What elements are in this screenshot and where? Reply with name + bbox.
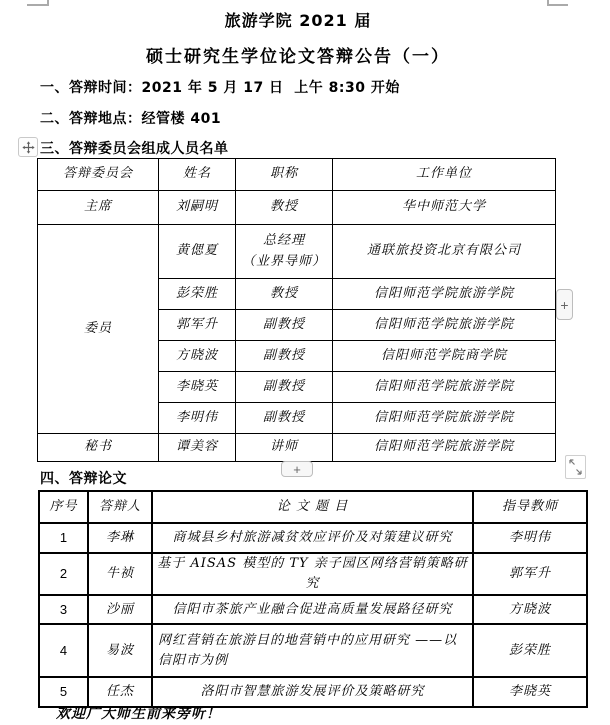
thesis-table	[38, 490, 588, 708]
cell-title-line2: （业界导师）	[241, 253, 326, 269]
cell-role-member: 委员	[38, 225, 159, 434]
header-unit: 工作单位	[333, 159, 556, 191]
cell-no: 2	[39, 553, 88, 595]
cell-unit: 通联旅投资北京有限公司	[333, 225, 556, 279]
move-icon	[22, 141, 35, 154]
section-thesis-heading: 四、答辩论文	[40, 471, 127, 487]
committee-table	[37, 158, 556, 462]
cell-title: 副教授	[236, 372, 333, 403]
table-row	[39, 523, 587, 553]
cell-title: 教授	[236, 279, 333, 310]
section-defense-time: 一、答辩时间：2021 年 5 月 17 日 上午 8:30 开始	[40, 80, 400, 96]
cell-name: 谭美容	[159, 434, 236, 462]
cell-advisor: 李晓英	[473, 677, 587, 707]
doc-subtitle: 硕士研究生学位论文答辩公告（一）	[146, 47, 450, 67]
header-committee: 答辩委员会	[38, 159, 159, 191]
cell-unit: 信阳师范学院旅游学院	[333, 403, 556, 434]
committee-header-row	[38, 159, 556, 191]
plus-icon: +	[293, 461, 301, 477]
cell-name: 郭军升	[159, 310, 236, 341]
header-advisor: 指导教师	[473, 491, 587, 523]
table-row	[39, 553, 587, 595]
cell-thesis-title: 洛阳市智慧旅游发展评价及策略研究	[152, 677, 473, 707]
table-row	[38, 225, 556, 279]
cell-thesis-title: 信阳市茶旅产业融合促进高质量发展路径研究	[152, 595, 473, 624]
margin-mark-right-horizontal	[547, 4, 568, 6]
cell-student: 牛祯	[88, 553, 152, 595]
header-thesis-title: 论 文 题 目	[152, 491, 473, 523]
cell-no: 4	[39, 624, 88, 677]
cell-unit: 信阳师范学院商学院	[333, 341, 556, 372]
cell-name: 方晓波	[159, 341, 236, 372]
insert-row-button[interactable]	[281, 461, 313, 477]
cell-thesis-title: 商城县乡村旅游减贫效应评价及对策建议研究	[152, 523, 473, 553]
cell-title: 副教授	[236, 341, 333, 372]
table-row	[39, 624, 587, 677]
cell-no: 5	[39, 677, 88, 707]
table-row	[39, 595, 587, 624]
cell-student: 李琳	[88, 523, 152, 553]
cell-title	[236, 225, 333, 279]
cell-advisor: 李明伟	[473, 523, 587, 553]
cell-role: 主席	[38, 191, 159, 225]
cell-unit: 信阳师范学院旅游学院	[333, 279, 556, 310]
cell-unit: 华中师范大学	[333, 191, 556, 225]
cell-name: 李晓英	[159, 372, 236, 403]
cell-thesis-title	[152, 624, 473, 677]
section-defense-location: 二、答辩地点：经管楼 401	[40, 111, 222, 127]
cell-advisor: 彭荣胜	[473, 624, 587, 677]
header-student: 答辩人	[88, 491, 152, 523]
cell-unit: 信阳师范学院旅游学院	[333, 310, 556, 341]
cell-name: 刘嗣明	[159, 191, 236, 225]
header-title: 职称	[236, 159, 333, 191]
table-row	[38, 191, 556, 225]
cell-title: 副教授	[236, 310, 333, 341]
thesis-title-line2: 信阳市为例	[158, 652, 229, 668]
margin-mark-left-horizontal	[27, 4, 48, 6]
cell-student: 任杰	[88, 677, 152, 707]
insert-column-button[interactable]	[556, 289, 573, 320]
cell-student: 易波	[88, 624, 152, 677]
closing-note: 欢迎广大师生前来旁听！	[56, 706, 221, 722]
cell-name: 黄偲夏	[159, 225, 236, 279]
cell-unit: 信阳师范学院旅游学院	[333, 372, 556, 403]
cell-title: 副教授	[236, 403, 333, 434]
cell-title: 教授	[236, 191, 333, 225]
cell-advisor: 方晓波	[473, 595, 587, 624]
cell-no: 1	[39, 523, 88, 553]
cell-name: 彭荣胜	[159, 279, 236, 310]
plus-icon: +	[560, 296, 569, 313]
resize-diagonal-icon	[566, 456, 585, 477]
cell-name: 李明伟	[159, 403, 236, 434]
table-resize-handle[interactable]	[565, 455, 586, 479]
cell-role: 秘书	[38, 434, 159, 462]
section-committee-heading: 三、答辩委员会组成人员名单	[40, 141, 229, 157]
doc-title: 旅游学院 2021 届	[224, 11, 372, 30]
cell-unit: 信阳师范学院旅游学院	[333, 434, 556, 462]
thesis-title-line1: 网红营销在旅游目的地营销中的应用研究 ——以	[158, 632, 458, 648]
table-row	[38, 434, 556, 462]
header-no: 序号	[39, 491, 88, 523]
cell-no: 3	[39, 595, 88, 624]
header-name: 姓名	[159, 159, 236, 191]
margin-mark-left-vertical	[47, 0, 49, 6]
table-move-handle[interactable]	[18, 137, 38, 157]
cell-thesis-title: 基于 AISAS 模型的 TY 亲子园区网络营销策略研究	[152, 553, 473, 595]
cell-title-line1: 总经理	[262, 233, 305, 249]
cell-title: 讲师	[236, 434, 333, 462]
cell-student: 沙丽	[88, 595, 152, 624]
cell-advisor: 郭军升	[473, 553, 587, 595]
thesis-header-row	[39, 491, 587, 523]
margin-mark-right-vertical	[547, 0, 549, 6]
